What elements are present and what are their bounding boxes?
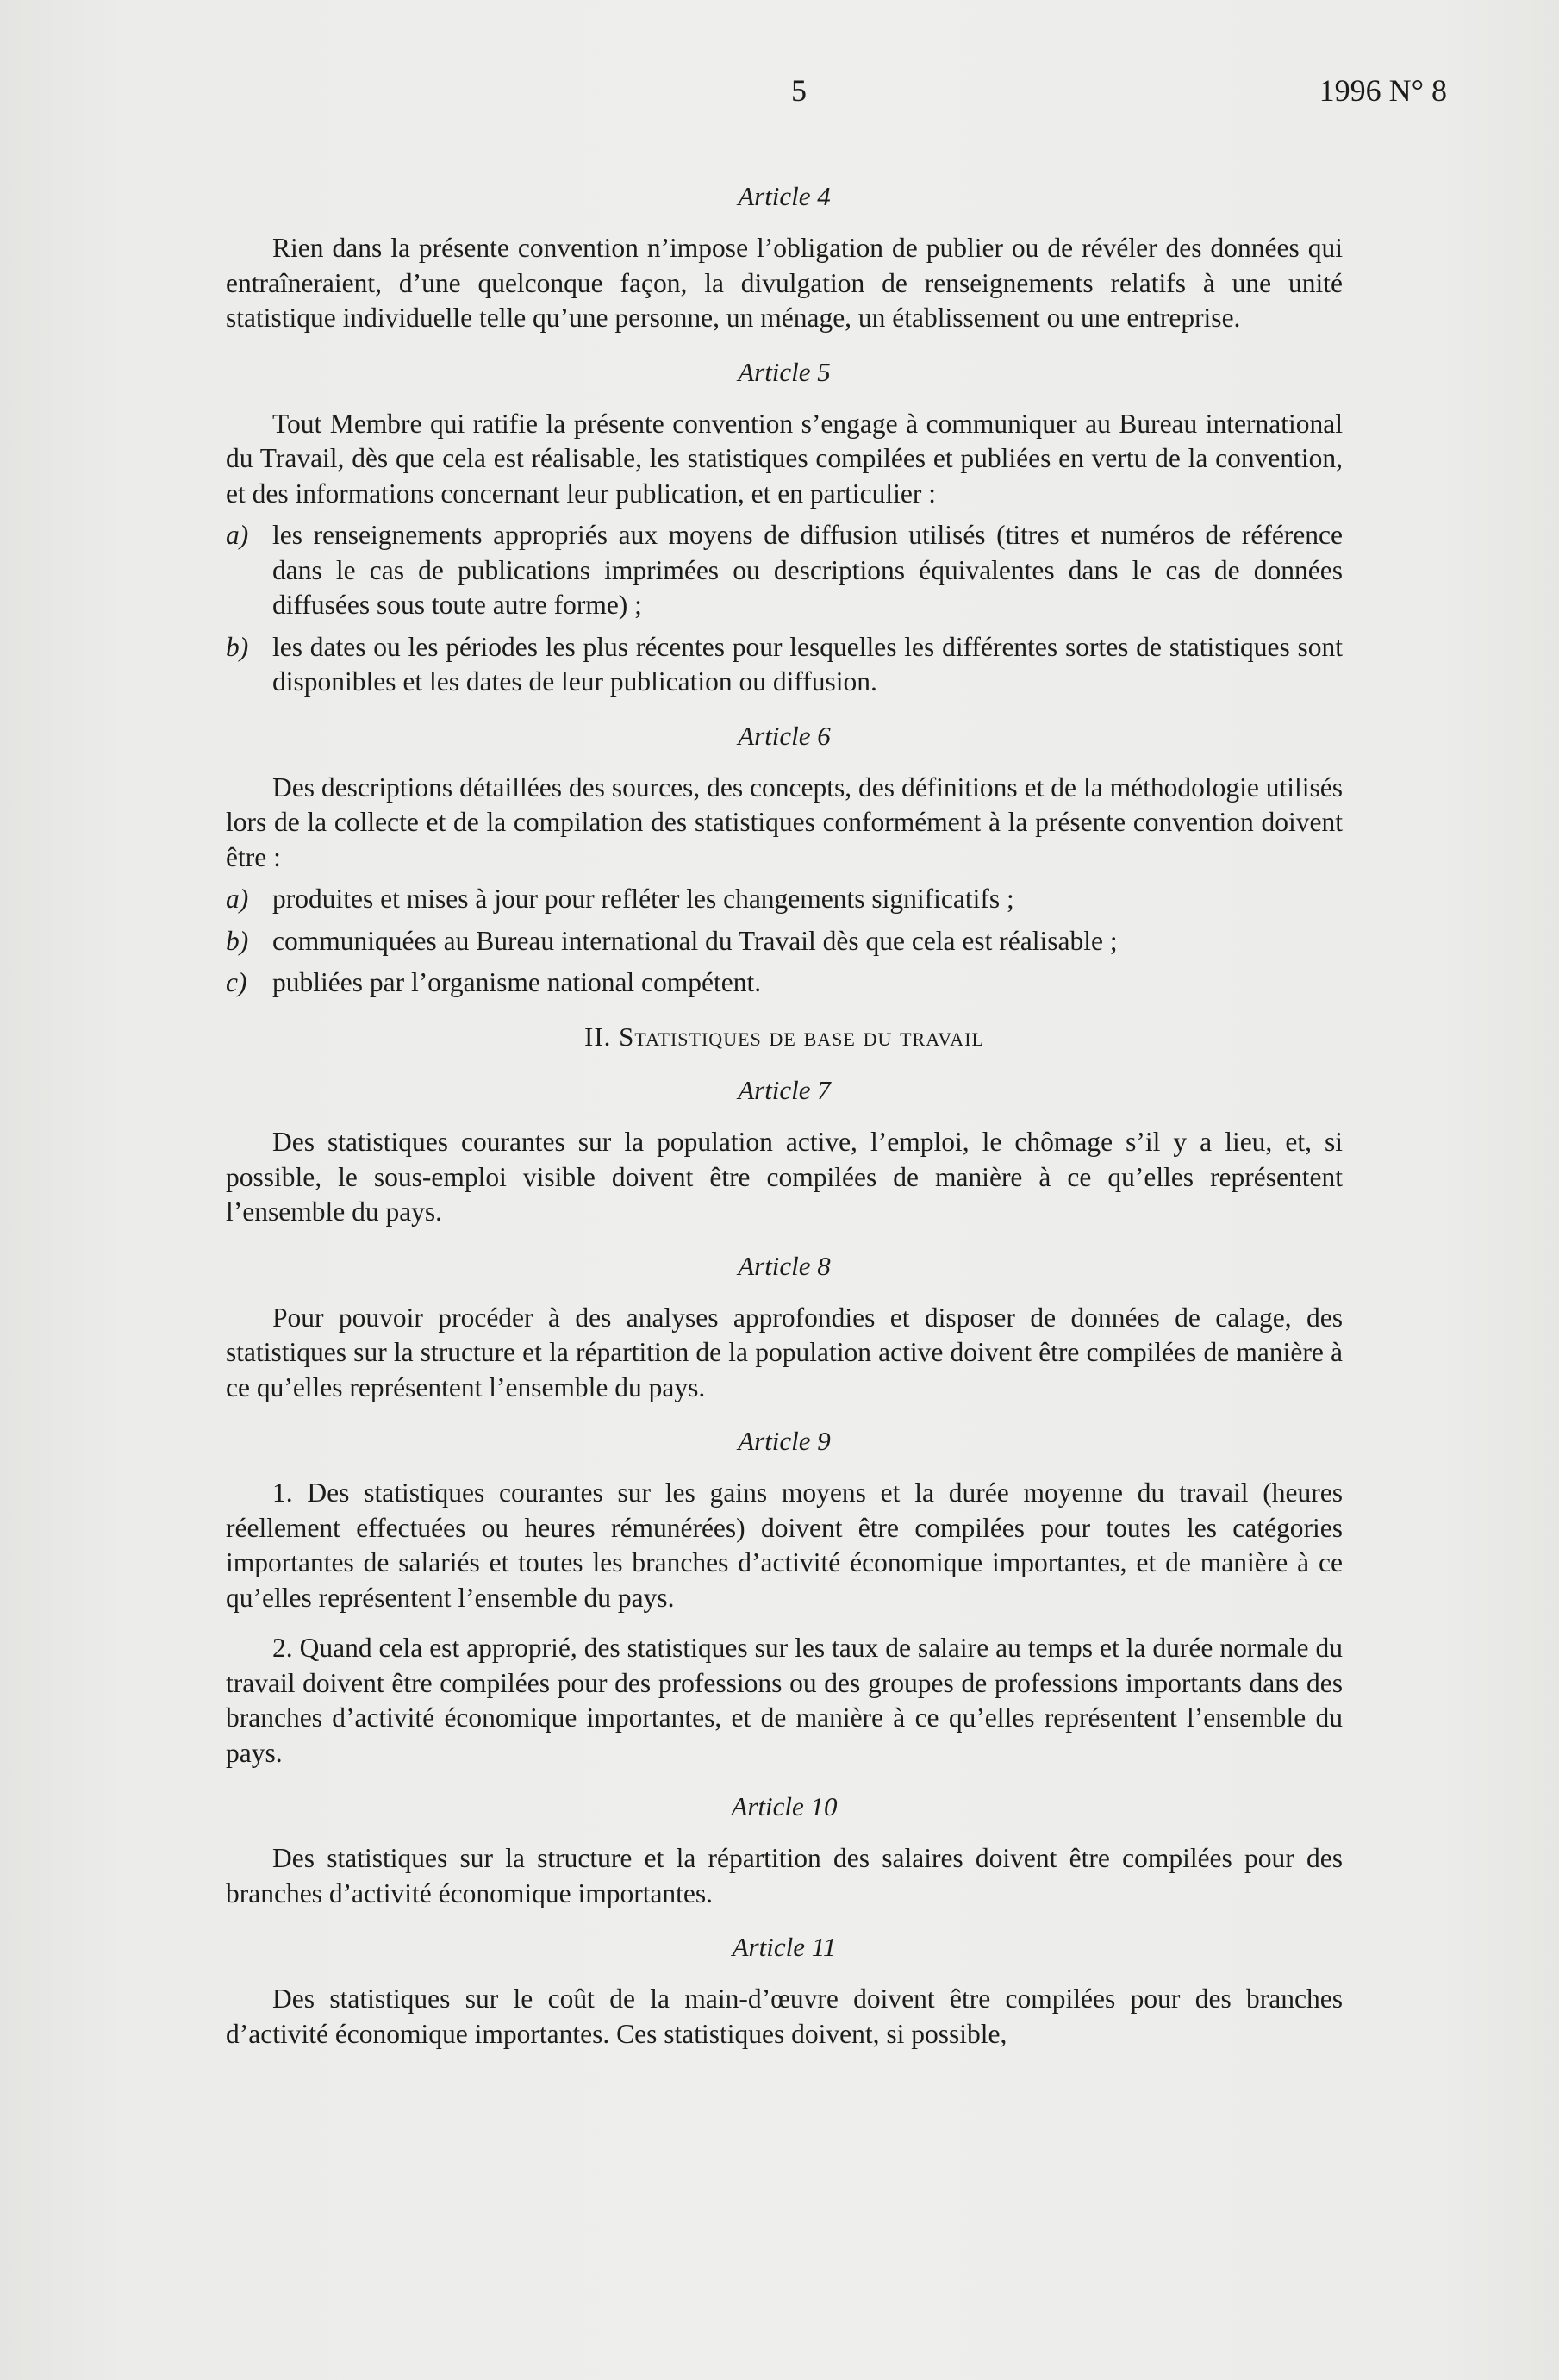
item-label: c)	[226, 967, 247, 997]
article-text: Rien dans la présente convention n’impose l’obligation de publier ou de révéler des données qui entraîneraient, d’une quelconque façon, la divulgation de renseignements relatifs à une unité statistique individuelle telle qu’une personne, un ménage, un établissement ou une entreprise.	[226, 233, 1343, 333]
list-item	[226, 882, 1343, 917]
article-text: Pour pouvoir procéder à des analyses approfondies et disposer de données de calage, des statistiques sur la structure et la répartition de la population active doivent être compilées de manière à ce qu’elles représentent l’ensemble du pays.	[226, 1302, 1343, 1402]
section-heading: II. Statistiques de base du travail	[584, 1021, 984, 1052]
item-label: b)	[226, 631, 249, 662]
document-body	[226, 179, 1343, 2071]
item-text: les renseignements appropriés aux moyens de diffusion utilisés (titres et numéros de référence dans le cas de publications imprimées ou descriptions équivalentes dans le cas de données diffusées sous toute autre forme) ;	[272, 520, 1343, 620]
list-item	[226, 518, 1343, 623]
article-text: Tout Membre qui ratifie la présente convention s’engage à communiquer au Bureau international du Travail, dès que cela est réalisable, les statistiques compilées et publiées en vertu de la convention, et des informations concernant leur publication, et en particulier :	[226, 408, 1343, 509]
article-title: Article 9	[738, 1426, 831, 1456]
article-5	[226, 355, 1343, 700]
article-text: Des statistiques sur la structure et la répartition des salaires doivent être compilées pour des branches d’activité économique importantes.	[226, 1843, 1343, 1908]
article-title: Article 4	[738, 181, 831, 211]
article-title: Article 7	[738, 1075, 831, 1105]
page-number: 5	[791, 73, 807, 108]
article-text: Des descriptions détaillées des sources, des concepts, des définitions et de la méthodologie utilisés lors de la collecte et de la compilation des statistiques conformément à la présente convention doivent être :	[226, 771, 1343, 872]
article-title: Article 11	[732, 1932, 837, 1962]
item-label: a)	[226, 884, 249, 914]
article-title: Article 5	[738, 356, 831, 387]
item-text: communiquées au Bureau international du Travail dès que cela est réalisable ;	[272, 925, 1118, 956]
article-9	[226, 1424, 1343, 1771]
article-paragraph-1: 1. Des statistiques courantes sur les gains moyens et la durée moyenne du travail (heures réellement effectuées ou heures rémunérées) doivent être compilées pour toutes les catégories importantes de salariés et toutes les branches d’activité économique importantes, et de manière à ce qu’elles représentent l’ensemble du pays.	[226, 1477, 1343, 1613]
article-4	[226, 179, 1343, 336]
item-text: produites et mises à jour pour refléter les changements significatifs ;	[272, 884, 1014, 914]
list-item	[226, 965, 1343, 1001]
article-8	[226, 1249, 1343, 1406]
item-label: a)	[226, 520, 249, 550]
article-title: Article 10	[731, 1791, 838, 1821]
item-text: publiées par l’organisme national compétent.	[272, 967, 762, 997]
list-item	[226, 630, 1343, 700]
article-paragraph-2: 2. Quand cela est approprié, des statistiques sur les taux de salaire au temps et la durée normale du travail doivent être compilées pour des professions ou des groupes de professions importants dans des branches d’activité économique importantes, et de manière à ce qu’elles représentent l’ensemble du pays.	[226, 1633, 1343, 1768]
article-11	[226, 1930, 1343, 2052]
article-title: Article 8	[738, 1250, 831, 1281]
list-item	[226, 924, 1343, 959]
item-text: les dates ou les périodes les plus récentes pour lesquelles les différentes sortes de statistiques sont disponibles et les dates de leur publication ou diffusion.	[272, 631, 1343, 697]
article-7	[226, 1073, 1343, 1230]
issue-number: 1996 N° 8	[1319, 73, 1447, 108]
item-label: b)	[226, 925, 249, 956]
article-title: Article 6	[738, 720, 831, 751]
article-text: Des statistiques sur le coût de la main-d’œuvre doivent être compilées pour des branches d’activité économique importantes. Ces statistiques doivent, si possible,	[226, 1983, 1343, 2049]
article-10	[226, 1790, 1343, 1911]
article-6	[226, 719, 1343, 1001]
article-text: Des statistiques courantes sur la population active, l’emploi, le chômage s’il y a lieu, et, si possible, le sous-emploi visible doivent être compilées de manière à ce qu’elles représentent l’ensemble du pays.	[226, 1127, 1343, 1227]
